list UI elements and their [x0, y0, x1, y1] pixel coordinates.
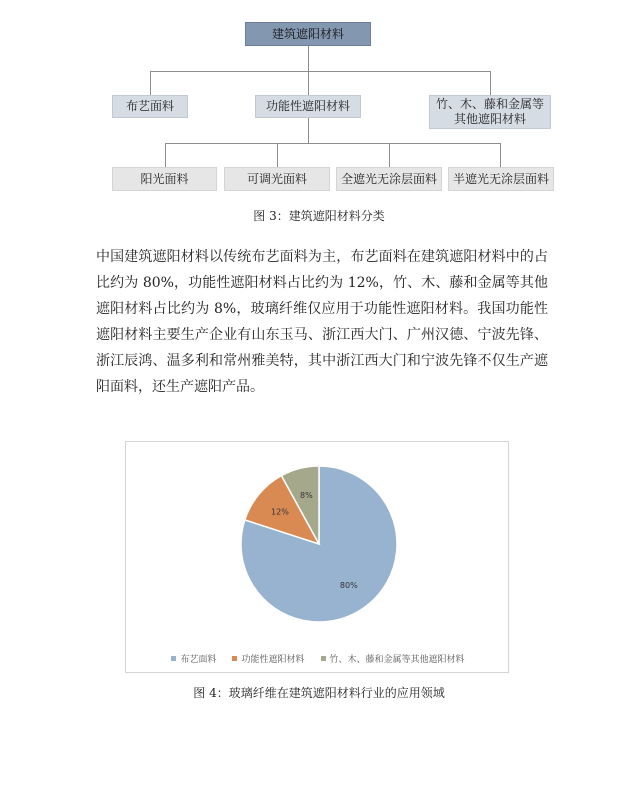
diagram-node-other-materials: 竹、木、藤和金属等 其他遮阳材料	[429, 95, 551, 129]
connector-to-leaf-3	[389, 143, 390, 167]
connector-level2-bar	[165, 143, 501, 144]
pie-data-label: 80%	[339, 581, 358, 591]
connector-level1-bar	[150, 71, 491, 72]
body-paragraph: 中国建筑遮阳材料以传统布艺面料为主，布艺面料在建筑遮阳材料中的占比约为 80%，功能性遮阳材料占比约为 12%，竹、木、藤和金属等其他遮阳材料占比约为 8%，玻璃纤维仅应用于功能性遮阳材料。我国功能性遮阳材料主要生产企业有山东玉马、浙江西大门、广州汉德、宁波先锋、浙江辰鸿、温多利和常州雅美特，其中浙江西大门和宁波先锋不仅生产遮阳面料，还生产遮阳产品。	[96, 249, 548, 395]
chart-legend	[126, 652, 510, 665]
legend-swatch	[171, 656, 176, 661]
figure-4-caption: 图 4：玻璃纤维在建筑遮阳材料行业的应用领域	[193, 686, 445, 700]
legend-item-other	[321, 652, 465, 665]
legend-item-functional	[232, 652, 304, 665]
legend-label: 竹、木、藤和金属等其他遮阳材料	[329, 655, 465, 665]
legend-swatch	[232, 656, 237, 661]
connector-to-node-1	[150, 71, 151, 95]
diagram-node-fabric: 布艺面料	[112, 95, 188, 118]
legend-swatch	[321, 656, 326, 661]
pie-data-label: 12%	[271, 507, 289, 517]
classification-diagram	[0, 0, 638, 200]
connector-mid-down	[308, 118, 309, 143]
connector-to-node-3	[490, 71, 491, 95]
connector-to-leaf-4	[500, 143, 501, 167]
legend-label: 布艺面料	[180, 655, 217, 665]
connector-to-leaf-2	[277, 143, 278, 167]
pie-data-label: 8%	[300, 490, 313, 500]
connector-root-down	[308, 45, 309, 71]
diagram-leaf-semi-blackout: 半遮光无涂层面料	[448, 167, 554, 191]
diagram-leaf-sunlight-fabric: 阳光面料	[112, 167, 217, 191]
pie-chart	[125, 441, 509, 673]
diagram-leaf-full-blackout: 全遮光无涂层面料	[336, 167, 442, 191]
diagram-node-functional: 功能性遮阳材料	[255, 95, 361, 118]
diagram-root-node: 建筑遮阳材料	[245, 22, 371, 46]
legend-label: 功能性遮阳材料	[241, 655, 305, 665]
pie-chart-svg	[126, 442, 510, 652]
legend-item-fabric	[171, 652, 216, 665]
diagram-leaf-dimmable-fabric: 可调光面料	[224, 167, 330, 191]
connector-to-leaf-1	[165, 143, 166, 167]
figure-3-caption: 图 3：建筑遮阳材料分类	[253, 209, 385, 223]
connector-to-node-2	[308, 71, 309, 95]
